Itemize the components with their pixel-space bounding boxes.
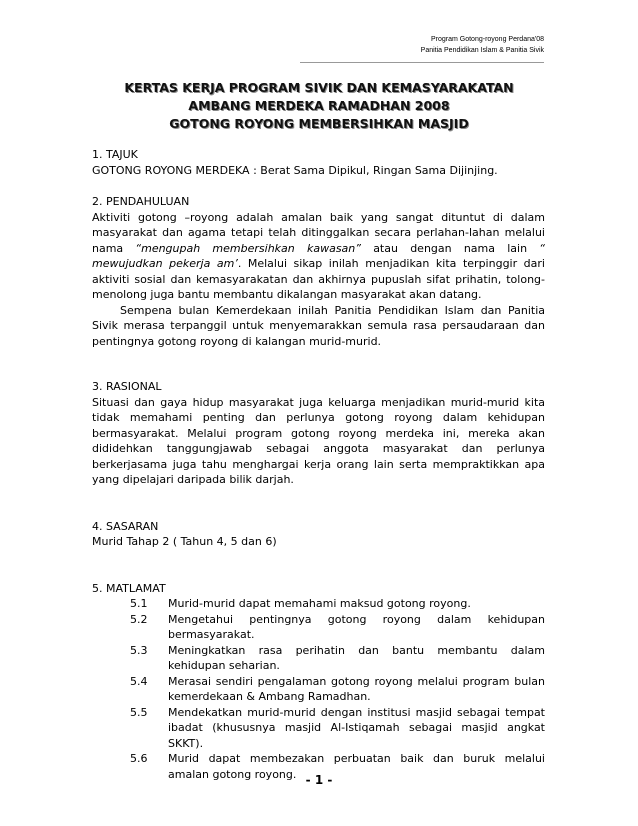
section-text: GOTONG ROYONG MERDEKA : Berat Sama Dipikul, Ringan Sama Dijinjing. [92, 163, 498, 177]
section-text: Murid Tahap 2 ( Tahun 4, 5 dan 6) [92, 535, 277, 548]
title-line-1: KERTAS KERJA PROGRAM SIVIK DAN KEMASYARAKATAN [124, 80, 514, 95]
section-paragraph: Sempena bulan Kemerdekaan inilah Panitia Pendidikan Islam dan Panitia Sivik merasa terpanggil untuk menyemarakkan semula rasa persaudaraan dan pentingnya gotong royong di kalangan murid-murid. [92, 303, 545, 348]
section-heading: 3. RASIONAL [92, 380, 162, 393]
section-paragraph: Situasi dan gaya hidup masyarakat juga keluarga menjadikan murid-murid kita tidak memahami penting dan perlunya gotong royong dalam kehidupan bermasyarakat. Melalui program gotong royong merdeka ini, mereka akan dididehkan tanggungjawab sebagai anggota masyarakat dan perlunya berkerjasama juga tahu menghargai kerja orang lain serta mempraktikkan apa yang dipelajari daripada bilik darjah. [92, 395, 545, 486]
goal-text: Mengetahui pentingnya gotong royong dalam kehidupan bermasyarakat. [168, 612, 545, 641]
section-paragraph [92, 210, 545, 303]
section-tajuk [92, 147, 545, 178]
paragraph-text: Aktiviti gotong –royong adalah amalan baik yang sangat dituntut di dalam masyarakat dan agama tetapi telah ditinggalkan secara perlahan-lahan melalui nama [92, 210, 545, 255]
list-item [130, 643, 545, 674]
document-body [92, 147, 545, 782]
paragraph-text: . Melalui sikap inilah menjadikan kita terpinggir dari aktiviti sosial dan kemasyarakatan dan akhirnya pupuslah sifat prihatin, tolong-menolong juga bantu membantu dikalangan masyarakat akan datang. [92, 257, 545, 301]
list-item [130, 674, 545, 705]
goal-number: 5.5 [130, 705, 148, 719]
goal-text: Mendekatkan murid-murid dengan institusi masjid sebagai tempat ibadat (khususnya masjid Al-Istiqamah sebagai masjid angkat SKKT). [168, 705, 545, 750]
italic-phrase: “mengupah membersihkan kawasan” [135, 241, 361, 255]
goal-number: 5.4 [130, 674, 148, 688]
header-divider [300, 62, 544, 63]
goal-number: 5.2 [130, 612, 148, 626]
goal-text: Merasai sendiri pengalaman gotong royong melalui program bulan kemerdekaan & Ambang Ramadhan. [168, 674, 545, 703]
goal-text: Murid dapat membezakan perbuatan baik dan buruk melalui amalan gotong royong. [168, 752, 545, 781]
section-heading: 1. TAJUK [92, 148, 138, 161]
list-item [130, 596, 545, 612]
section-sasaran [92, 519, 545, 550]
list-item [130, 612, 545, 643]
running-header [421, 34, 544, 56]
page-number: - 1 - [305, 773, 333, 787]
title-line-2: AMBANG MERDEKA RAMADHAN 2008 [188, 98, 450, 113]
header-panel-line: Panitia Pendidikan Islam & Panitia Sivik [420, 47, 544, 54]
section-heading: 4. SASARAN [92, 519, 159, 533]
section-matlamat [92, 581, 545, 783]
title-line-3: GOTONG ROYONG MEMBERSIHKAN MASJID [169, 116, 469, 131]
section-pendahuluan [92, 194, 545, 349]
section-heading: 5. MATLAMAT [92, 581, 166, 595]
goal-text: Murid-murid dapat memahami maksud gotong royong. [168, 597, 471, 610]
section-heading: 2. PENDAHULUAN [92, 195, 190, 208]
goal-text: Meningkatkan rasa perihatin dan bantu membantu dalam kehidupan seharian. [168, 643, 545, 672]
goal-number: 5.3 [130, 643, 148, 657]
document-title [92, 79, 546, 133]
paragraph-text: atau dengan nama lain [360, 241, 540, 255]
list-item [130, 705, 545, 752]
section-rasional [92, 379, 545, 488]
goal-list [130, 596, 545, 782]
goal-number: 5.1 [130, 597, 148, 610]
goal-number: 5.6 [130, 752, 148, 765]
header-program-line: Program Gotong-royong Perdana'08 [430, 36, 544, 43]
italic-phrase: “ mewujudkan pekerja am’ [92, 241, 545, 270]
